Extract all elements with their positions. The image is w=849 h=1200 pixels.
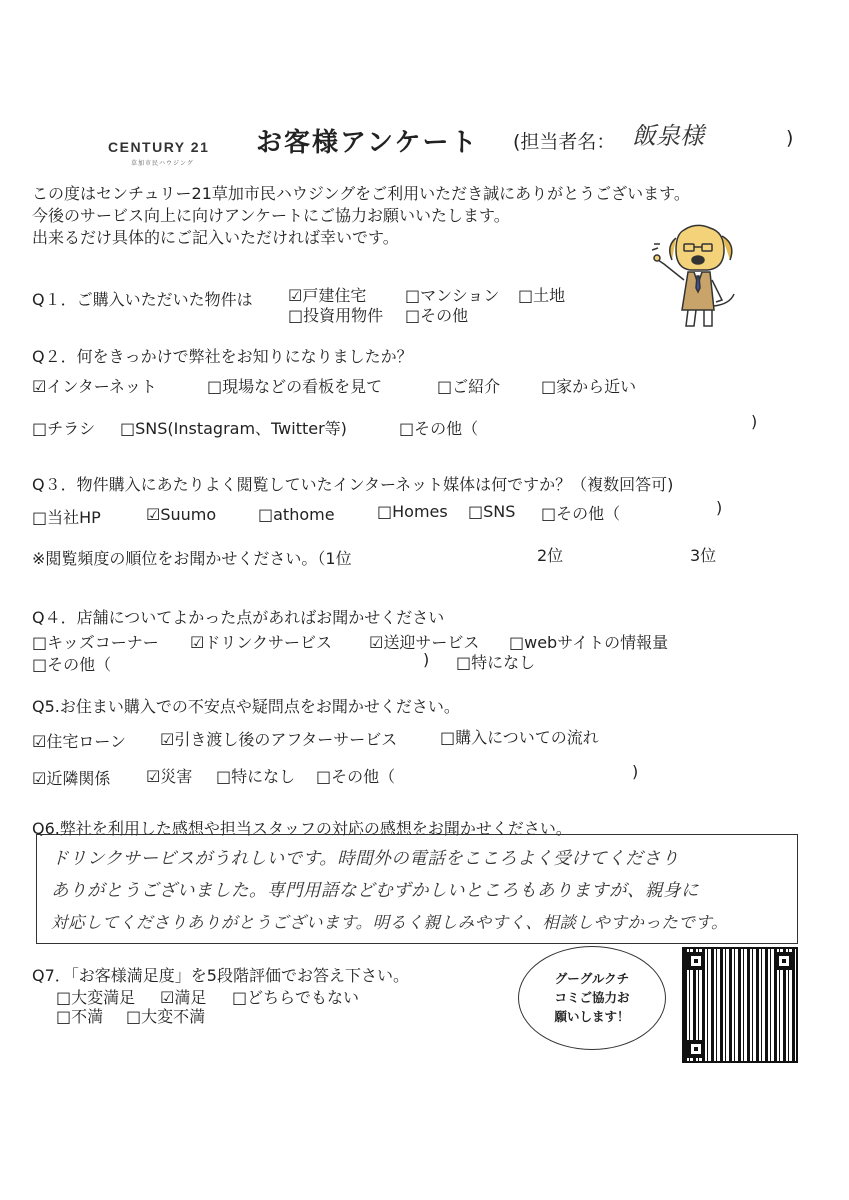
intro-line-3: 出来るだけ具体的にご記入いただければ幸いです。 bbox=[32, 228, 399, 247]
q4-option-other[interactable]: □その他（ bbox=[32, 655, 112, 674]
q5-option-other[interactable]: □その他（ bbox=[316, 767, 396, 786]
q3-option-company-hp[interactable]: □当社HP bbox=[32, 508, 101, 527]
q3-option-homes[interactable]: □Homes bbox=[377, 502, 448, 521]
q4-option-nothing[interactable]: □特になし bbox=[456, 653, 536, 672]
survey-title: お客様アンケート bbox=[256, 128, 479, 158]
q6-answer-line-2: ありがとうございました。専門用語などむずかしいところもありますが、親身に bbox=[51, 881, 699, 901]
intro-line-1: この度はセンチュリー21草加市民ハウジングをご利用いただき誠にありがとうございます。 bbox=[32, 184, 690, 203]
q1-option-detached-house[interactable]: ☑戸建住宅 bbox=[288, 286, 367, 305]
q3-option-suumo[interactable]: ☑Suumo bbox=[146, 505, 217, 524]
qr-code[interactable] bbox=[682, 947, 798, 1063]
q4-text: Q４．店舗についてよかった点があればお聞かせください bbox=[32, 608, 445, 627]
q1-option-condominium[interactable]: □マンション bbox=[405, 286, 500, 305]
q6-answer-line-1: ドリンクサービスがうれしいです。時間外の電話をこころよく受けてくださり bbox=[51, 849, 680, 869]
q7-option-satisfied[interactable]: ☑満足 bbox=[160, 988, 207, 1007]
q7-option-dissatisfied[interactable]: □不満 bbox=[56, 1007, 104, 1026]
company-logo: CENTURY 21 bbox=[108, 139, 210, 155]
q5-option-purchase-flow[interactable]: □購入についての流れ bbox=[440, 728, 599, 747]
q3-option-athome[interactable]: □athome bbox=[258, 505, 335, 524]
q4-option-kids-corner[interactable]: □キッズコーナー bbox=[32, 633, 159, 652]
q3-rank-note: ※閲覧頻度の順位をお聞かせください。（1位 bbox=[32, 549, 352, 568]
q7-option-neutral[interactable]: □どちらでもない bbox=[232, 988, 359, 1007]
bubble-line-1: グーグルクチ bbox=[554, 971, 630, 986]
q3-rank-2: 2位 bbox=[537, 546, 564, 565]
q2-option-other[interactable]: □その他（ bbox=[399, 419, 479, 438]
q4-option-website-info[interactable]: □webサイトの情報量 bbox=[509, 633, 669, 652]
q5-text: Q5.お住まい購入での不安点や疑問点をお聞かせください。 bbox=[32, 697, 460, 716]
q2-option-referral[interactable]: □ご紹介 bbox=[437, 377, 501, 396]
q5-option-housing-loan[interactable]: ☑住宅ローン bbox=[32, 732, 127, 751]
staff-label-close: ) bbox=[786, 127, 794, 149]
q3-rank-3: 3位 bbox=[690, 546, 717, 565]
q1-option-land[interactable]: □土地 bbox=[518, 286, 566, 305]
q6-text: Q6.弊社を利用した感想や担当スタッフの対応の感想をお聞かせください。 bbox=[32, 819, 572, 838]
qr-finder-top-right bbox=[775, 952, 793, 970]
q3-text: Q３．物件購入にあたりよく閲覧していたインターネット媒体は何ですか？（複数回答可) bbox=[32, 475, 674, 494]
intro-line-2: 今後のサービス向上に向けアンケートにご協力お願いいたします。 bbox=[32, 206, 510, 225]
mascot-dog-illustration bbox=[652, 220, 742, 332]
q2-other-close: ) bbox=[751, 412, 758, 431]
q2-text: Q２．何をきっかけで弊社をお知りになりましたか？ bbox=[32, 347, 413, 366]
q3-option-other[interactable]: □その他（ bbox=[541, 504, 621, 523]
q1-option-investment[interactable]: □投資用物件 bbox=[288, 306, 384, 325]
q2-option-flyer[interactable]: □チラシ bbox=[32, 419, 96, 438]
company-logo-subtitle: 草加市民ハウジング bbox=[131, 160, 194, 167]
bubble-line-3: 願いします！ bbox=[554, 1009, 630, 1024]
q4-option-pickup-service[interactable]: ☑送迎サービス bbox=[369, 633, 480, 652]
q3-other-close: ) bbox=[716, 498, 723, 517]
q1-text: Q１．ご購入いただいた物件は bbox=[32, 290, 253, 309]
q2-option-signboard[interactable]: □現場などの看板を見て bbox=[207, 377, 383, 396]
q2-option-sns[interactable]: □SNS(Instagram、Twitter等) bbox=[120, 419, 347, 438]
qr-finder-top-left bbox=[687, 952, 705, 970]
q4-option-drink-service[interactable]: ☑ドリンクサービス bbox=[190, 633, 333, 652]
q7-text: Q7．「お客様満足度」を5段階評価でお答え下さい。 bbox=[32, 966, 409, 985]
bubble-line-2: コミご協力お bbox=[554, 990, 630, 1005]
q7-option-very-satisfied[interactable]: □大変満足 bbox=[56, 988, 136, 1007]
q5-option-after-service[interactable]: ☑引き渡し後のアフターサービス bbox=[160, 730, 398, 749]
q5-option-disaster[interactable]: ☑災害 bbox=[146, 767, 193, 786]
q4-other-close: ) bbox=[423, 650, 430, 669]
qr-finder-bottom-left bbox=[687, 1040, 705, 1058]
q6-answer-box[interactable] bbox=[36, 834, 798, 944]
q1-option-other[interactable]: □その他 bbox=[405, 306, 469, 325]
q2-option-internet[interactable]: ☑インターネット bbox=[32, 377, 157, 396]
q5-option-nothing[interactable]: □特になし bbox=[216, 767, 296, 786]
q5-other-close: ) bbox=[632, 762, 639, 781]
q2-option-near-home[interactable]: □家から近い bbox=[541, 377, 637, 396]
q6-answer-line-3: 対応してくださりありがとうございます。明るく親しみやすく、相談しやすかったです。 bbox=[51, 913, 729, 932]
google-review-bubble bbox=[518, 946, 666, 1050]
q7-option-very-dissatisfied[interactable]: □大変不満 bbox=[126, 1007, 206, 1026]
q3-option-sns[interactable]: □SNS bbox=[468, 502, 516, 521]
staff-name: 飯泉様 bbox=[632, 122, 704, 150]
staff-label-open: (担当者名： bbox=[513, 131, 616, 153]
q5-option-neighbors[interactable]: ☑近隣関係 bbox=[32, 769, 111, 788]
